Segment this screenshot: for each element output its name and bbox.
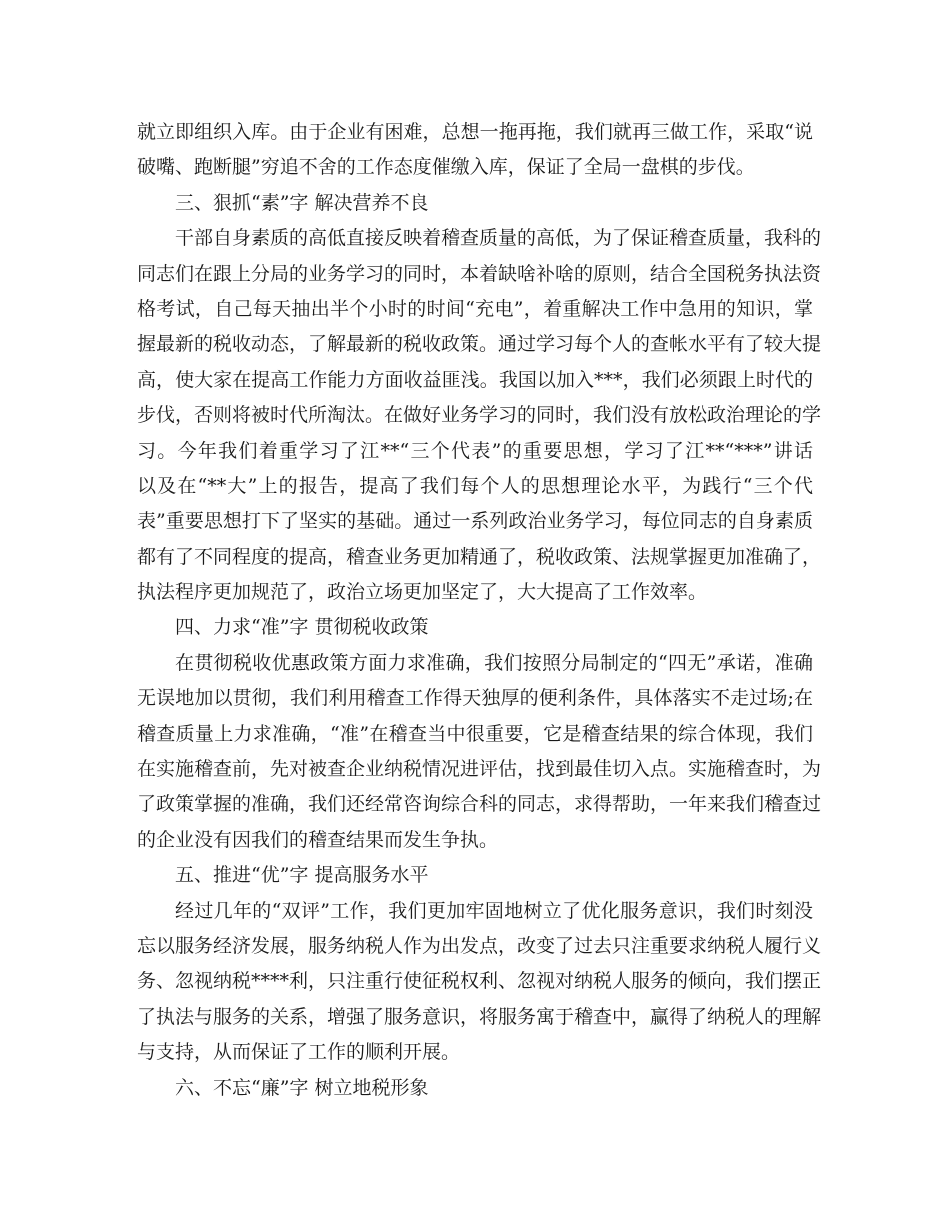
text-line: 以及在“**大”上的报告，提高了我们每个人的思想理论水平，为践行“三个代 [137,474,813,497]
text-line: 就立即组织入库。由于企业有困难，总想一拖再拖，我们就再三做工作，采取“说 [137,121,813,143]
paragraph-first-line: 干部自身素质的高低直接反映着稽查质量的高低，为了保证稽查质量，我科的 [175,227,822,250]
text-line: 格考试，自己每天抽出半个小时的时间“充电”，着重解决工作中急用的知识，掌 [137,297,813,320]
text-line: 了执法与服务的关系，增强了服务意识，将服务寓于稽查中，赢得了纳税人的理解 [137,1005,822,1028]
text-line: 破嘴、跑断腿”穷追不舍的工作态度催缴入库，保证了全局一盘棋的步伐。 [137,156,755,179]
text-line: 握最新的税收动态，了解最新的税收政策。通过学习每个人的查帐水平有了较大提 [137,333,822,356]
text-line: 高，使大家在提高工作能力方面收益匪浅。我国以加入***，我们必须跟上时代的 [137,368,813,391]
text-line: 步伐，否则将被时代所淘汰。在做好业务学习的同时，我们没有放松政治理论的学 [137,404,822,427]
text-line: 稽查质量上力求准确，“准”在稽查当中很重要，它是稽查结果的综合体现，我们 [137,722,813,745]
section-heading: 四、力求“准”字 贯彻税收政策 [175,616,429,639]
section-heading: 六、不忘“廉”字 树立地税形象 [175,1076,429,1099]
text-line: 在实施稽查前，先对被查企业纳税情况进评估，找到最佳切入点。实施稽查时，为 [137,758,822,781]
text-line: 习。今年我们着重学习了江**“三个代表”的重要思想，学习了江**“***”讲话 [137,439,813,462]
section-heading: 三、狠抓“素”字 解决营养不良 [175,191,429,214]
text-line: 表”重要思想打下了坚实的基础。通过一系列政治业务学习，每位同志的自身素质 [137,510,813,533]
text-line: 与支持，从而保证了工作的顺利开展。 [137,1041,461,1064]
text-line: 都有了不同程度的提高，稽查业务更加精通了，税收政策、法规掌握更加准确了， [137,545,822,568]
paragraph-first-line: 经过几年的“双评”工作，我们更加牢固地树立了优化服务意识，我们时刻没 [175,899,813,922]
text-line: 无误地加以贯彻，我们利用稽查工作得天独厚的便利条件，具体落实不走过场;在 [137,687,813,710]
text-line: 务、忽视纳税****利，只注重行使征税权利、忽视对纳税人服务的倾向，我们摆正 [137,970,822,993]
text-line: 同志们在跟上分局的业务学习的同时，本着缺啥补啥的原则，结合全国税务执法资 [137,262,822,285]
text-line: 了政策掌握的准确，我们还经常咨询综合科的同志，求得帮助，一年来我们稽查过 [137,793,822,816]
text-line: 执法程序更加规范了，政治立场更加坚定了，大大提高了工作效率。 [137,581,708,604]
text-line: 忘以服务经济发展，服务纳税人作为出发点，改变了过去只注重要求纳税人履行义 [137,934,822,957]
section-heading: 五、推进“优”字 提高服务水平 [175,864,429,887]
document-page [137,115,822,1106]
paragraph-first-line: 在贯彻税收优惠政策方面力求准确，我们按照分局制定的“四无”承诺，准确 [175,651,813,674]
text-line: 的企业没有因我们的稽查结果而发生争执。 [137,828,499,851]
